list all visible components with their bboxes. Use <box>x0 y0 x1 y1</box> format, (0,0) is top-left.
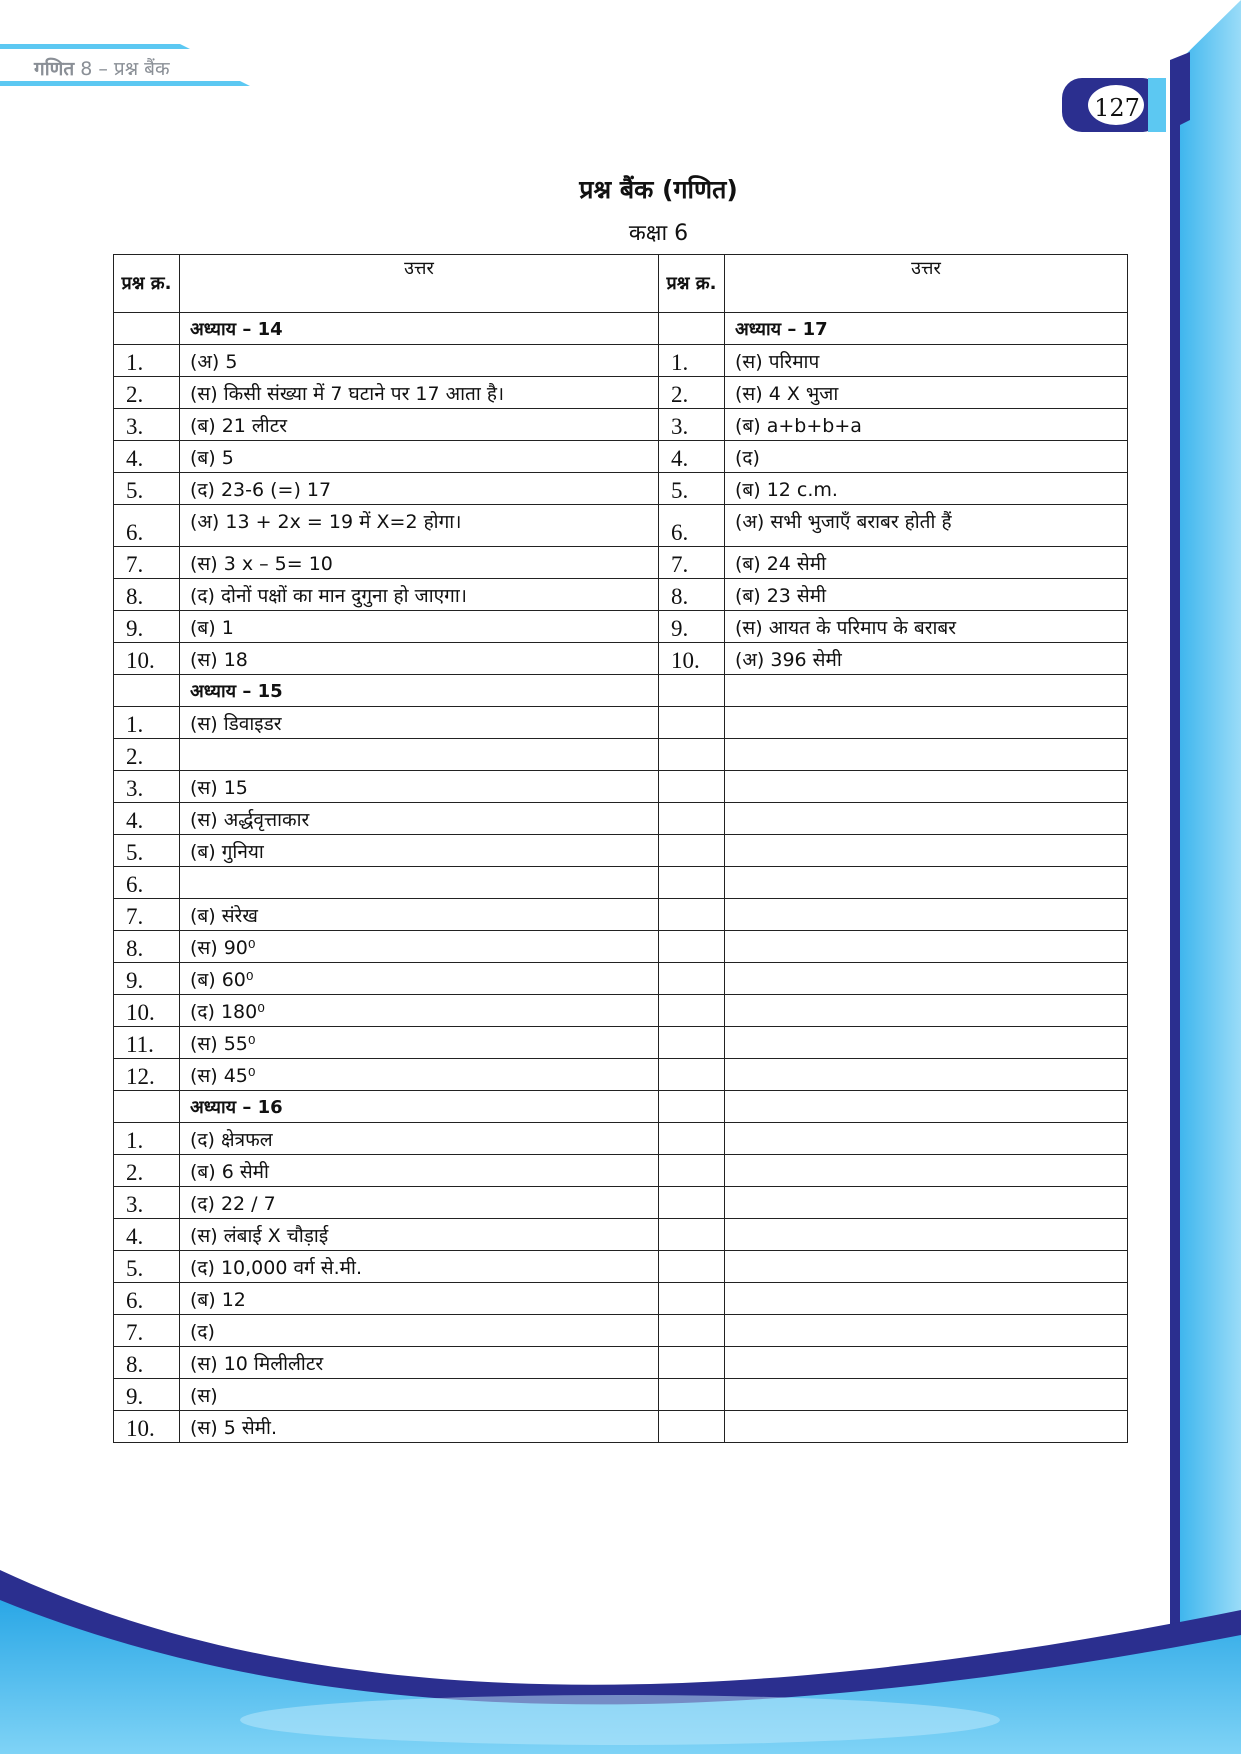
answer-cell: (स) किसी संख्या में 7 घटाने पर 17 आता है। <box>180 377 659 409</box>
question-number: 9. <box>114 963 180 995</box>
question-number <box>659 1219 725 1251</box>
table-row <box>114 1123 1128 1155</box>
question-number: 8. <box>114 1347 180 1379</box>
table-row <box>114 579 1128 611</box>
question-number: 10. <box>114 1411 180 1443</box>
answer-cell: (ब) 60⁰ <box>180 963 659 995</box>
question-number <box>659 899 725 931</box>
question-number: 1. <box>114 1123 180 1155</box>
table-row <box>114 707 1128 739</box>
column-header-qno: प्रश्न क्र. <box>114 255 180 313</box>
question-number <box>659 1347 725 1379</box>
question-number: 6. <box>659 505 725 547</box>
answer-cell: (स) <box>180 1379 659 1411</box>
question-number <box>114 1091 180 1123</box>
question-number: 4. <box>114 1219 180 1251</box>
question-number: 2. <box>114 377 180 409</box>
question-number: 10. <box>114 995 180 1027</box>
table-row <box>114 1155 1128 1187</box>
answer-cell <box>725 1379 1128 1411</box>
question-number: 9. <box>659 611 725 643</box>
answer-cell <box>725 899 1128 931</box>
answer-cell: (ब) 12 c.m. <box>725 473 1128 505</box>
question-number: 3. <box>659 409 725 441</box>
question-number <box>659 963 725 995</box>
question-number: 5. <box>114 835 180 867</box>
question-number: 7. <box>114 899 180 931</box>
answer-cell <box>725 1091 1128 1123</box>
question-number <box>659 771 725 803</box>
answer-cell: (ब) 21 लीटर <box>180 409 659 441</box>
answer-cell: (स) परिमाप <box>725 345 1128 377</box>
question-number <box>659 1187 725 1219</box>
table-row <box>114 1187 1128 1219</box>
answer-cell <box>725 1155 1128 1187</box>
question-number <box>659 1411 725 1443</box>
table-row <box>114 675 1128 707</box>
question-number: 1. <box>114 345 180 377</box>
page-title: प्रश्न बैंक (गणित) <box>579 175 738 204</box>
answer-cell: (ब) 23 सेमी <box>725 579 1128 611</box>
page-number: 127 <box>1094 94 1140 122</box>
answer-cell <box>725 1411 1128 1443</box>
table-header-row <box>114 255 1128 313</box>
question-number <box>659 1123 725 1155</box>
table-row <box>114 643 1128 675</box>
question-number: 4. <box>659 441 725 473</box>
answer-cell: (स) आयत के परिमाप के बराबर <box>725 611 1128 643</box>
question-number: 3. <box>114 1187 180 1219</box>
question-number: 8. <box>659 579 725 611</box>
answer-cell: (स) 55⁰ <box>180 1027 659 1059</box>
question-number <box>114 675 180 707</box>
question-number <box>659 313 725 345</box>
question-number: 12. <box>114 1059 180 1091</box>
answer-cell <box>180 867 659 899</box>
question-number: 1. <box>659 345 725 377</box>
question-number <box>114 313 180 345</box>
question-number <box>659 1027 725 1059</box>
question-number <box>659 1251 725 1283</box>
page-subtitle: कक्षा 6 <box>628 221 689 246</box>
answer-table <box>113 254 1128 1443</box>
table-row <box>114 803 1128 835</box>
question-number: 8. <box>114 931 180 963</box>
question-number: 4. <box>114 803 180 835</box>
answer-cell: (ब) a+b+b+a <box>725 409 1128 441</box>
question-number: 7. <box>659 547 725 579</box>
answer-cell: (ब) 5 <box>180 441 659 473</box>
answer-cell: (स) 18 <box>180 643 659 675</box>
answer-cell: (द) 180⁰ <box>180 995 659 1027</box>
answer-cell: (अ) 396 सेमी <box>725 643 1128 675</box>
table-row <box>114 899 1128 931</box>
question-number: 2. <box>114 1155 180 1187</box>
answer-cell: (अ) 5 <box>180 345 659 377</box>
table-row <box>114 771 1128 803</box>
question-number: 9. <box>114 1379 180 1411</box>
table-row <box>114 377 1128 409</box>
column-header-answer: उत्तर <box>725 255 1128 313</box>
answer-cell: (स) अर्द्धवृत्ताकार <box>180 803 659 835</box>
table-row <box>114 345 1128 377</box>
answer-cell <box>725 1315 1128 1347</box>
answer-cell: (द) 23-6 (=) 17 <box>180 473 659 505</box>
answer-cell <box>725 835 1128 867</box>
question-number: 1. <box>114 707 180 739</box>
question-number: 11. <box>114 1027 180 1059</box>
table-row <box>114 473 1128 505</box>
question-number: 5. <box>659 473 725 505</box>
question-number <box>659 739 725 771</box>
question-number <box>659 707 725 739</box>
question-number <box>659 1379 725 1411</box>
question-number: 2. <box>659 377 725 409</box>
question-number <box>659 1091 725 1123</box>
answer-cell <box>725 1187 1128 1219</box>
answer-cell <box>725 739 1128 771</box>
question-number <box>659 931 725 963</box>
table-row <box>114 313 1128 345</box>
question-number <box>659 1155 725 1187</box>
question-number: 6. <box>114 1283 180 1315</box>
table-row <box>114 1251 1128 1283</box>
question-number: 2. <box>114 739 180 771</box>
table-row <box>114 867 1128 899</box>
table-row <box>114 1027 1128 1059</box>
question-number: 6. <box>114 505 180 547</box>
answer-cell: (स) 90⁰ <box>180 931 659 963</box>
answer-cell <box>180 739 659 771</box>
answer-cell: (स) लंबाई X चौड़ाई <box>180 1219 659 1251</box>
answer-cell: (स) 45⁰ <box>180 1059 659 1091</box>
table-row <box>114 1411 1128 1443</box>
table-row <box>114 1347 1128 1379</box>
answer-cell <box>725 675 1128 707</box>
question-number: 3. <box>114 409 180 441</box>
answer-cell <box>725 771 1128 803</box>
table-row <box>114 1379 1128 1411</box>
running-header <box>34 55 170 81</box>
table-row <box>114 1091 1128 1123</box>
table-row <box>114 547 1128 579</box>
table-row <box>114 963 1128 995</box>
question-number: 10. <box>659 643 725 675</box>
answer-cell <box>725 931 1128 963</box>
question-number: 7. <box>114 1315 180 1347</box>
answer-cell <box>725 1059 1128 1091</box>
answer-cell <box>725 1251 1128 1283</box>
answer-cell <box>725 803 1128 835</box>
question-number <box>659 995 725 1027</box>
column-header-answer: उत्तर <box>180 255 659 313</box>
answer-cell: (स) 3 x – 5= 10 <box>180 547 659 579</box>
question-number <box>659 867 725 899</box>
answer-cell: (स) 15 <box>180 771 659 803</box>
answer-cell: (स) 10 मिलीलीटर <box>180 1347 659 1379</box>
chapter-heading: अध्याय – 16 <box>180 1091 659 1123</box>
answer-cell <box>725 1219 1128 1251</box>
answer-cell: (स) डिवाइडर <box>180 707 659 739</box>
answer-cell <box>725 963 1128 995</box>
bottom-wave-decoration <box>0 1560 1241 1754</box>
answer-cell: (ब) 12 <box>180 1283 659 1315</box>
question-number <box>659 1059 725 1091</box>
table-row <box>114 441 1128 473</box>
question-number: 5. <box>114 1251 180 1283</box>
question-number: 3. <box>114 771 180 803</box>
chapter-heading: अध्याय – 17 <box>725 313 1128 345</box>
column-header-qno: प्रश्न क्र. <box>659 255 725 313</box>
answer-cell: (स) 4 X भुजा <box>725 377 1128 409</box>
table-row <box>114 1059 1128 1091</box>
question-number <box>659 1283 725 1315</box>
answer-cell <box>725 707 1128 739</box>
answer-cell: (द) <box>725 441 1128 473</box>
answer-cell: (द) 22 / 7 <box>180 1187 659 1219</box>
table-row <box>114 1219 1128 1251</box>
table-row <box>114 931 1128 963</box>
answer-cell <box>725 995 1128 1027</box>
answer-cell: (द) दोनों पक्षों का मान दुगुना हो जाएगा। <box>180 579 659 611</box>
question-number <box>659 1315 725 1347</box>
chapter-heading: अध्याय – 15 <box>180 675 659 707</box>
answer-cell <box>725 1347 1128 1379</box>
question-number: 4. <box>114 441 180 473</box>
question-number: 9. <box>114 611 180 643</box>
table-row <box>114 1283 1128 1315</box>
answer-cell: (द) क्षेत्रफल <box>180 1123 659 1155</box>
table-row <box>114 739 1128 771</box>
table-row <box>114 505 1128 547</box>
table-row <box>114 409 1128 441</box>
answer-cell: (अ) सभी भुजाएँ बराबर होती हैं <box>725 505 1128 547</box>
answer-cell: (स) 5 सेमी. <box>180 1411 659 1443</box>
question-number <box>659 803 725 835</box>
header-rest: 8 – प्रश्न बैंक <box>80 58 170 80</box>
question-number: 7. <box>114 547 180 579</box>
answer-cell: (ब) 6 सेमी <box>180 1155 659 1187</box>
question-number <box>659 675 725 707</box>
side-decoration <box>1160 0 1241 1754</box>
answer-cell <box>725 867 1128 899</box>
answer-cell: (ब) गुनिया <box>180 835 659 867</box>
table-row <box>114 835 1128 867</box>
question-number: 10. <box>114 643 180 675</box>
chapter-heading: अध्याय – 14 <box>180 313 659 345</box>
answer-cell: (द) 10,000 वर्ग से.मी. <box>180 1251 659 1283</box>
answer-cell <box>725 1027 1128 1059</box>
answer-cell <box>725 1123 1128 1155</box>
answer-cell: (ब) संरेख <box>180 899 659 931</box>
table-body <box>114 313 1128 1443</box>
table-row <box>114 1315 1128 1347</box>
answer-cell: (ब) 1 <box>180 611 659 643</box>
answer-cell: (ब) 24 सेमी <box>725 547 1128 579</box>
header-subject: गणित <box>34 58 75 80</box>
question-number <box>659 835 725 867</box>
answer-cell: (अ) 13 + 2x = 19 में X=2 होगा। <box>180 505 659 547</box>
table-row <box>114 611 1128 643</box>
question-number: 6. <box>114 867 180 899</box>
question-number: 8. <box>114 579 180 611</box>
table-row <box>114 995 1128 1027</box>
answer-cell <box>725 1283 1128 1315</box>
answer-cell: (द) <box>180 1315 659 1347</box>
question-number: 5. <box>114 473 180 505</box>
